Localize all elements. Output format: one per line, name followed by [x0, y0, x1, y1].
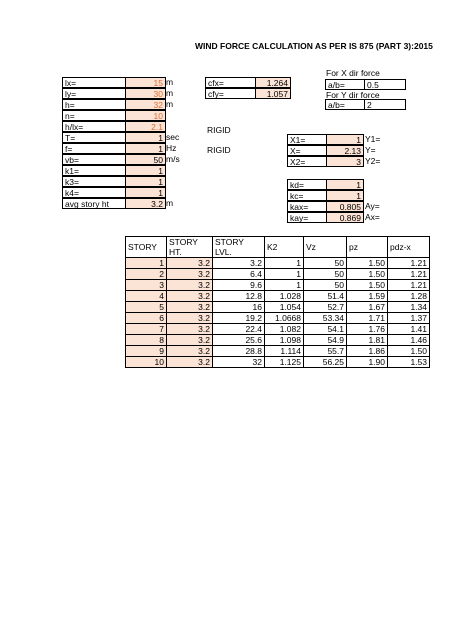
table-cell: 3.2 — [167, 291, 213, 302]
table-cell: 1.41 — [388, 324, 430, 335]
table-cell: 16 — [213, 302, 265, 313]
table-cell: 3.2 — [167, 313, 213, 324]
k-label: kd= — [287, 179, 327, 190]
table-cell: 3.2 — [167, 258, 213, 269]
table-cell: 9 — [126, 346, 167, 357]
table-row — [126, 357, 430, 368]
k-label: kay= — [287, 212, 327, 223]
y-dir-ab-label: a/b= — [325, 99, 365, 110]
k-value[interactable]: 1 — [326, 179, 364, 190]
table-cell: 7 — [126, 324, 167, 335]
table-cell: 1.46 — [388, 335, 430, 346]
param-label: k1= — [62, 165, 126, 176]
table-cell: 1.59 — [347, 291, 388, 302]
table-cell: 3.2 — [167, 269, 213, 280]
table-cell: 1 — [126, 258, 167, 269]
column-header: STORY LVL. — [213, 237, 265, 258]
table-cell: 3.2 — [167, 357, 213, 368]
column-header: pdz-x — [388, 237, 430, 258]
param-value[interactable]: 3.2 — [125, 198, 166, 209]
param-label: vb= — [62, 154, 126, 165]
table-cell: 1.34 — [388, 302, 430, 313]
k-label: kax= — [287, 201, 327, 212]
table-cell: 2 — [126, 269, 167, 280]
table-cell: 3.2 — [167, 324, 213, 335]
param-value[interactable]: 15 — [125, 77, 166, 88]
column-header: STORY — [126, 237, 167, 258]
table-cell: 1.37 — [388, 313, 430, 324]
table-cell: 1.76 — [347, 324, 388, 335]
table-cell: 1.082 — [265, 324, 304, 335]
a-label: Ay= — [365, 201, 380, 211]
table-row — [126, 346, 430, 357]
table-row — [126, 280, 430, 291]
table-cell: 1 — [265, 258, 304, 269]
y-label: Y1= — [365, 134, 381, 144]
param-unit: m — [166, 77, 174, 87]
page-title: WIND FORCE CALCULATION AS PER IS 875 (PART 3):2015 — [195, 41, 433, 51]
table-cell: 1.21 — [388, 280, 430, 291]
table-cell: 1.50 — [347, 269, 388, 280]
param-unit: m — [166, 99, 174, 109]
table-cell: 1.0668 — [265, 313, 304, 324]
table-cell: 28.8 — [213, 346, 265, 357]
y-label: Y= — [365, 145, 376, 155]
param-value[interactable]: 1 — [125, 187, 166, 198]
table-cell: 1 — [265, 280, 304, 291]
table-cell: 3.2 — [213, 258, 265, 269]
table-cell: 1.50 — [347, 258, 388, 269]
table-cell: 56.25 — [304, 357, 347, 368]
x-label: X1= — [287, 134, 327, 145]
column-header: pz — [347, 237, 388, 258]
param-unit: m/s — [166, 154, 180, 164]
table-cell: 25.6 — [213, 335, 265, 346]
table-cell: 1 — [265, 269, 304, 280]
param-unit: m — [166, 198, 174, 208]
param-value[interactable]: 2.1 — [125, 121, 166, 132]
table-cell: 1.098 — [265, 335, 304, 346]
cf-label: cfy= — [205, 88, 256, 99]
param-label: h= — [62, 99, 126, 110]
param-label: ly= — [62, 88, 126, 99]
table-cell: 32 — [213, 357, 265, 368]
table-cell: 3.2 — [167, 302, 213, 313]
param-label: n= — [62, 110, 126, 121]
cf-label: cfx= — [205, 77, 256, 88]
rigid-label-2: RIGID — [207, 145, 231, 155]
param-value[interactable]: 32 — [125, 99, 166, 110]
story-table — [125, 236, 430, 368]
x-dir-ab-label: a/b= — [325, 79, 365, 90]
y-dir-ab-value[interactable]: 2 — [364, 99, 406, 110]
table-cell: 54.1 — [304, 324, 347, 335]
table-row — [126, 291, 430, 302]
table-cell: 10 — [126, 357, 167, 368]
param-value[interactable]: 1 — [125, 165, 166, 176]
table-header-row — [126, 237, 430, 258]
table-cell: 1.21 — [388, 258, 430, 269]
param-value[interactable]: 1 — [125, 143, 166, 154]
param-label: lx= — [62, 77, 126, 88]
table-cell: 50 — [304, 258, 347, 269]
table-cell: 3.2 — [167, 346, 213, 357]
table-cell: 52.7 — [304, 302, 347, 313]
param-label: k4= — [62, 187, 126, 198]
table-row — [126, 313, 430, 324]
table-cell: 50 — [304, 280, 347, 291]
table-cell: 9.6 — [213, 280, 265, 291]
a-label: Ax= — [365, 212, 380, 222]
table-cell: 1.028 — [265, 291, 304, 302]
column-header: Vz — [304, 237, 347, 258]
table-cell: 1.86 — [347, 346, 388, 357]
table-cell: 1.90 — [347, 357, 388, 368]
table-cell: 1.054 — [265, 302, 304, 313]
table-cell: 51.4 — [304, 291, 347, 302]
param-value[interactable]: 50 — [125, 154, 166, 165]
y-dir-heading: For Y dir force — [326, 90, 380, 100]
table-cell: 50 — [304, 269, 347, 280]
table-cell: 1.125 — [265, 357, 304, 368]
table-row — [126, 269, 430, 280]
table-row — [126, 324, 430, 335]
param-label: avg story ht — [62, 198, 126, 209]
table-cell: 1.53 — [388, 357, 430, 368]
x-value[interactable]: 3 — [326, 156, 364, 167]
table-cell: 22.4 — [213, 324, 265, 335]
x-dir-ab-value[interactable]: 0.5 — [364, 79, 406, 90]
k-value[interactable]: 1 — [326, 190, 364, 201]
param-label: T= — [62, 132, 126, 143]
cf-value[interactable]: 1.057 — [255, 88, 291, 99]
param-value[interactable]: 1 — [125, 176, 166, 187]
table-cell: 12.8 — [213, 291, 265, 302]
table-cell: 4 — [126, 291, 167, 302]
param-unit: m — [166, 88, 174, 98]
table-cell: 3.2 — [167, 280, 213, 291]
rigid-label-1: RIGID — [207, 125, 231, 135]
table-cell: 3.2 — [167, 335, 213, 346]
table-cell: 1.81 — [347, 335, 388, 346]
table-cell: 1.50 — [388, 346, 430, 357]
table-cell: 6.4 — [213, 269, 265, 280]
table-cell: 19.2 — [213, 313, 265, 324]
table-cell: 8 — [126, 335, 167, 346]
table-cell: 53.34 — [304, 313, 347, 324]
param-value[interactable]: 30 — [125, 88, 166, 99]
cf-value[interactable]: 1.264 — [255, 77, 291, 88]
x-value[interactable]: 2.13 — [326, 145, 364, 156]
table-cell: 1.71 — [347, 313, 388, 324]
table-cell: 3 — [126, 280, 167, 291]
column-header: K2 — [265, 237, 304, 258]
table-cell: 1.28 — [388, 291, 430, 302]
table-cell: 54.9 — [304, 335, 347, 346]
table-cell: 1.114 — [265, 346, 304, 357]
table-cell: 6 — [126, 313, 167, 324]
table-cell: 55.7 — [304, 346, 347, 357]
column-header: STORY HT. — [167, 237, 213, 258]
table-row — [126, 258, 430, 269]
x-label: X2= — [287, 156, 327, 167]
param-label: h/lx= — [62, 121, 126, 132]
x-dir-heading: For X dir force — [326, 68, 380, 78]
table-cell: 5 — [126, 302, 167, 313]
x-value[interactable]: 1 — [326, 134, 364, 145]
param-unit: sec — [166, 132, 180, 142]
table-cell: 1.50 — [347, 280, 388, 291]
param-label: k3= — [62, 176, 126, 187]
k-label: kc= — [287, 190, 327, 201]
table-row — [126, 302, 430, 313]
table-row — [126, 335, 430, 346]
param-label: f= — [62, 143, 126, 154]
table-cell: 1.21 — [388, 269, 430, 280]
k-value[interactable]: 0.805 — [326, 201, 364, 212]
x-label: X= — [287, 145, 327, 156]
param-unit: Hz — [166, 143, 177, 153]
k-value[interactable]: 0.869 — [326, 212, 364, 223]
param-value[interactable]: 10 — [125, 110, 166, 121]
param-value[interactable]: 1 — [125, 132, 166, 143]
y-label: Y2= — [365, 156, 381, 166]
table-cell: 1.67 — [347, 302, 388, 313]
